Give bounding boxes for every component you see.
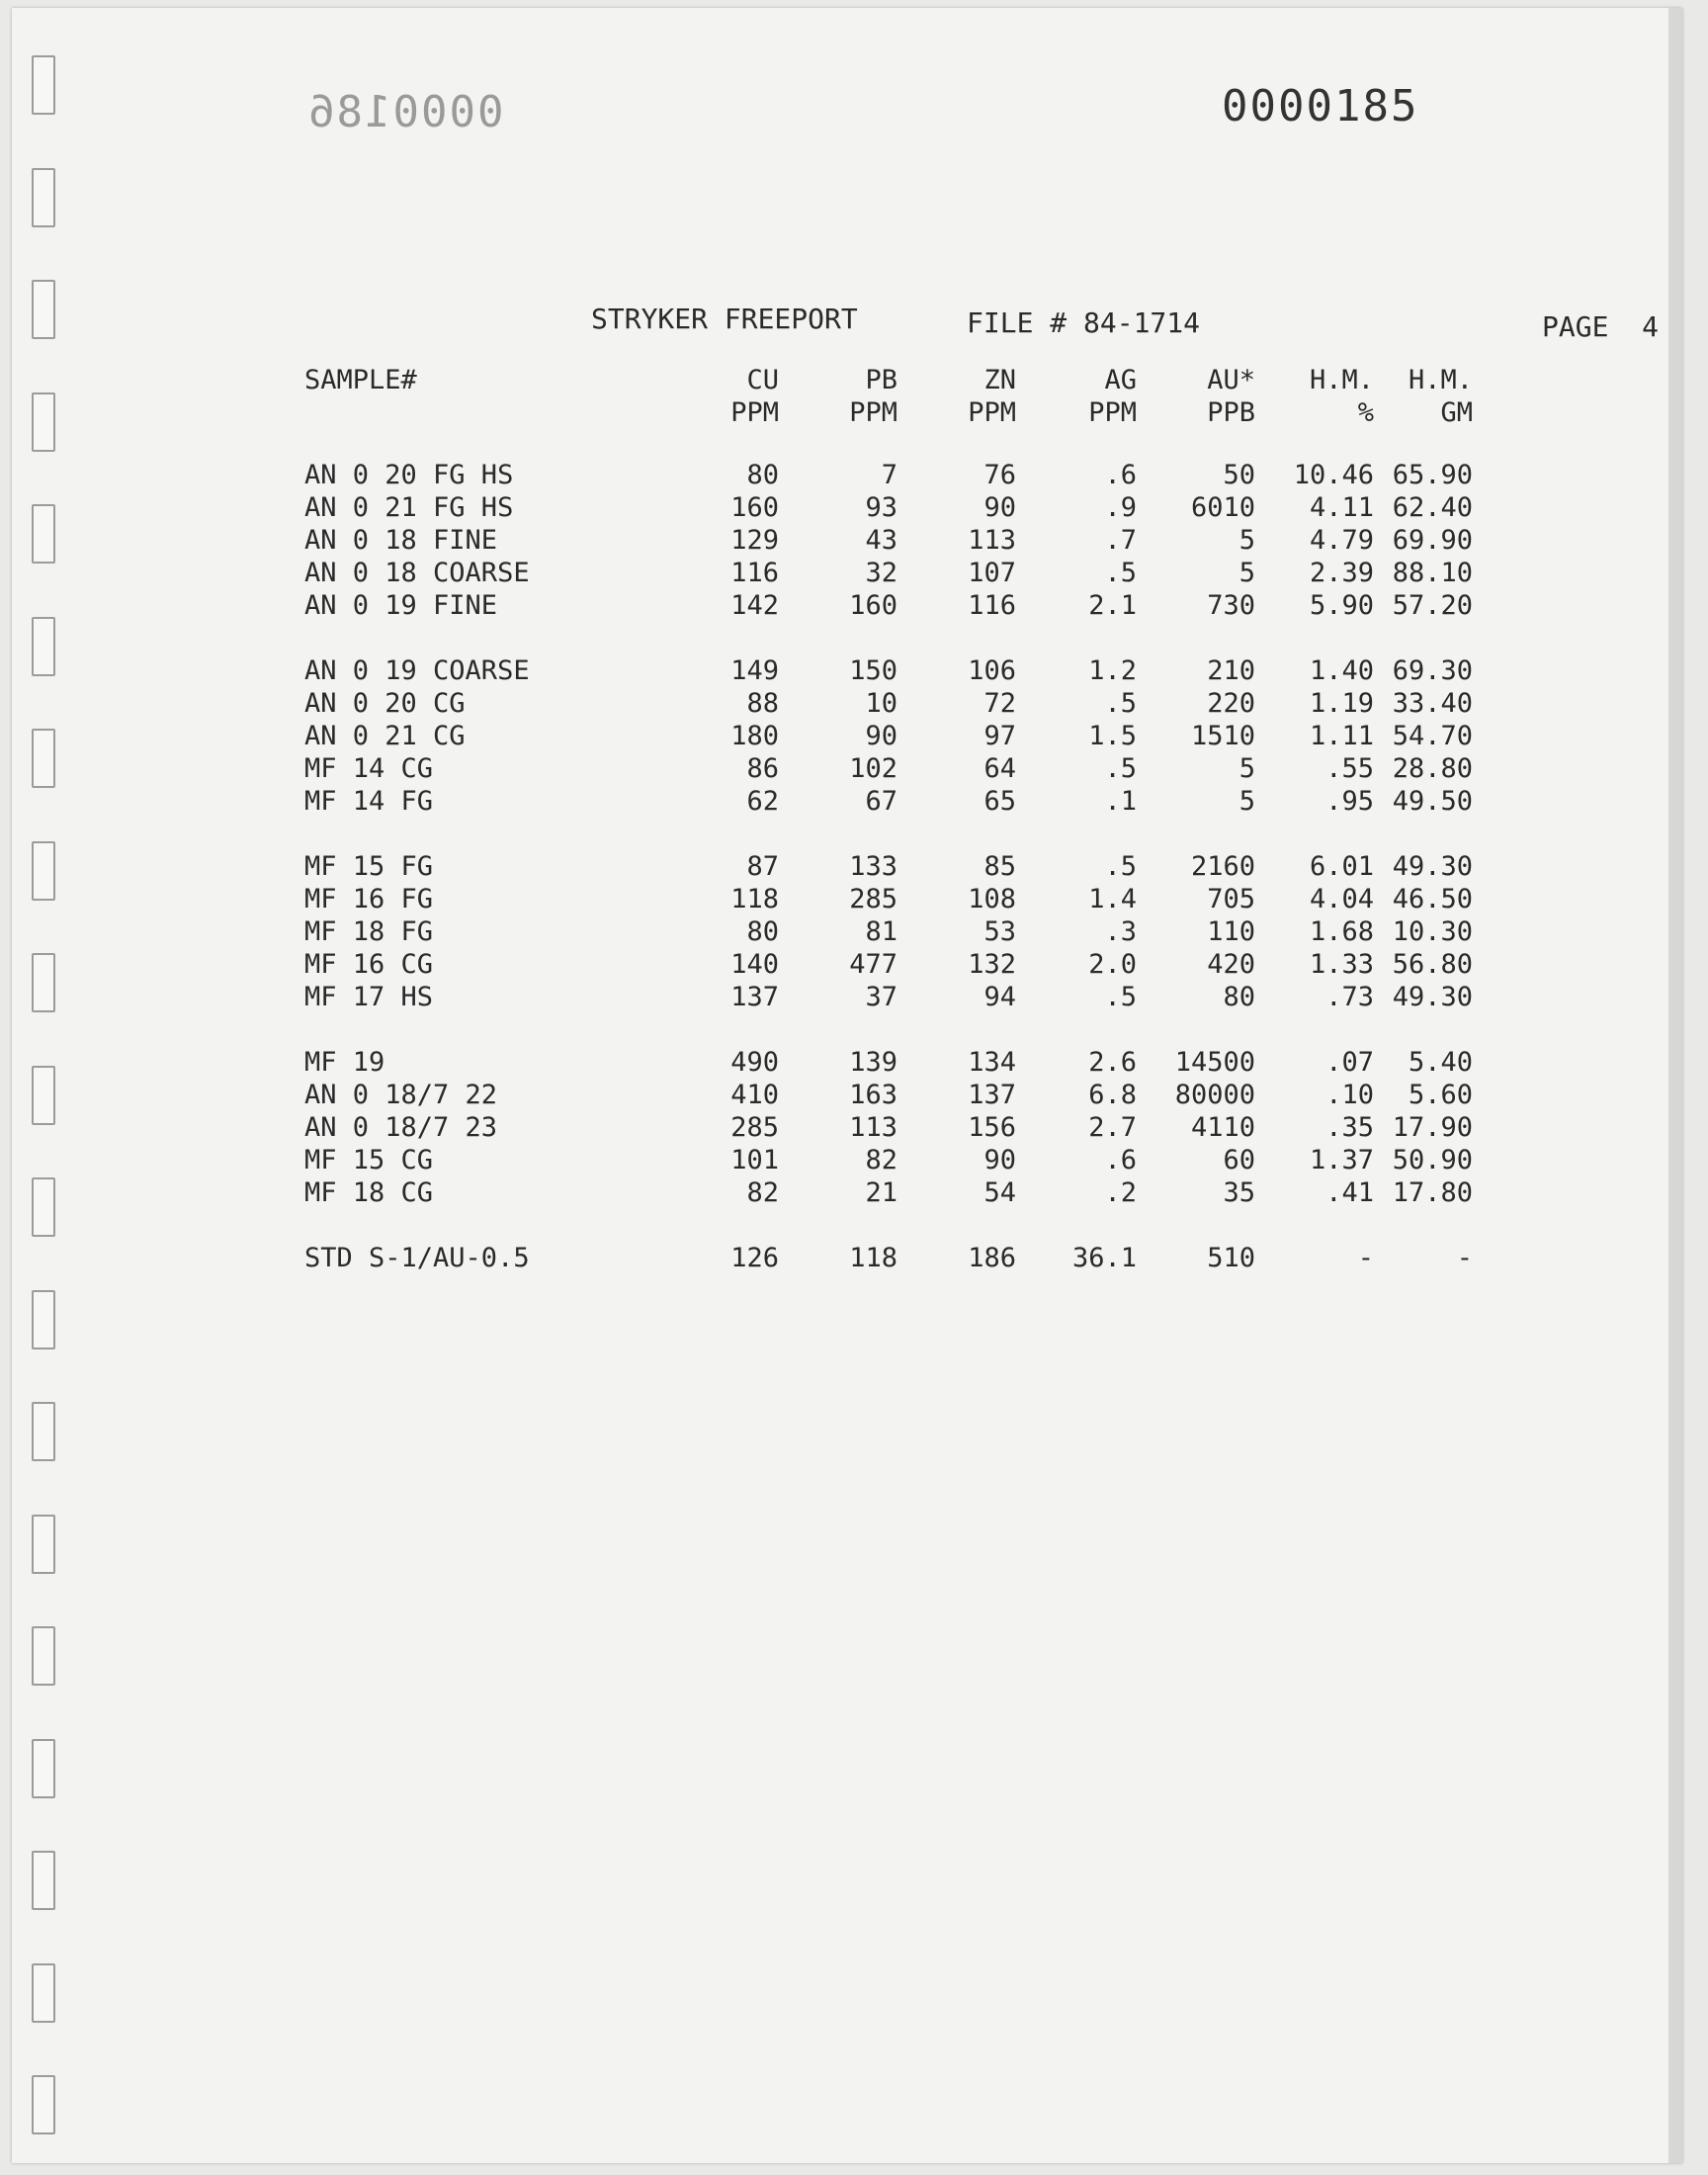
cell-cu: 88 bbox=[746, 688, 779, 719]
cell-zn: 97 bbox=[983, 721, 1016, 751]
cell-zn: 186 bbox=[968, 1243, 1016, 1273]
cell-ag: .6 bbox=[1104, 460, 1137, 490]
cell-ag: .5 bbox=[1104, 851, 1137, 882]
cell-sample: MF 18 FG bbox=[304, 916, 434, 947]
feed-hole bbox=[32, 504, 55, 564]
cell-sample: AN 0 18 FINE bbox=[304, 525, 498, 556]
feed-hole bbox=[32, 617, 55, 676]
column-unit-cu: PPM bbox=[730, 397, 779, 428]
feed-hole bbox=[32, 1402, 55, 1461]
cell-zn: 156 bbox=[968, 1112, 1016, 1143]
cell-zn: 76 bbox=[983, 460, 1016, 490]
cell-pb: 32 bbox=[865, 558, 897, 588]
feed-hole bbox=[32, 280, 55, 339]
cell-hm-gm: 17.90 bbox=[1392, 1112, 1473, 1143]
cell-sample: AN 0 20 CG bbox=[304, 688, 466, 719]
feed-hole bbox=[32, 1066, 55, 1125]
cell-hm-gm: 65.90 bbox=[1392, 460, 1473, 490]
cell-zn: 108 bbox=[968, 884, 1016, 914]
cell-au: 80000 bbox=[1174, 1080, 1255, 1110]
table-row bbox=[304, 524, 1473, 557]
cell-hm-percent: 2.39 bbox=[1309, 558, 1374, 588]
cell-sample: STD S-1/AU-0.5 bbox=[304, 1243, 530, 1273]
assay-results-table bbox=[304, 364, 1473, 1274]
column-header-hm-gm: H.M. bbox=[1408, 365, 1473, 395]
cell-cu: 82 bbox=[746, 1177, 779, 1208]
cell-cu: 142 bbox=[730, 590, 779, 621]
cell-sample: AN 0 18/7 23 bbox=[304, 1112, 498, 1143]
cell-au: 510 bbox=[1207, 1243, 1255, 1273]
feed-hole bbox=[32, 2075, 55, 2134]
cell-hm-percent: 10.46 bbox=[1293, 460, 1374, 490]
cell-pb: 102 bbox=[849, 753, 897, 784]
column-header-zn: ZN bbox=[983, 365, 1016, 395]
cell-au: 2160 bbox=[1190, 851, 1255, 882]
cell-ag: 36.1 bbox=[1071, 1243, 1137, 1273]
cell-sample: MF 16 CG bbox=[304, 949, 434, 980]
cell-ag: 1.4 bbox=[1088, 884, 1137, 914]
feed-hole bbox=[32, 841, 55, 901]
cell-pb: 118 bbox=[849, 1243, 897, 1273]
cell-ag: .2 bbox=[1104, 1177, 1137, 1208]
cell-pb: 150 bbox=[849, 655, 897, 686]
cell-ag: 2.7 bbox=[1088, 1112, 1137, 1143]
cell-au: 5 bbox=[1238, 786, 1255, 817]
cell-au: 220 bbox=[1207, 688, 1255, 719]
cell-zn: 90 bbox=[983, 1145, 1016, 1175]
cell-pb: 67 bbox=[865, 786, 897, 817]
cell-cu: 129 bbox=[730, 525, 779, 556]
feed-hole bbox=[32, 1515, 55, 1574]
cell-sample: AN 0 21 CG bbox=[304, 721, 466, 751]
table-row bbox=[304, 1079, 1473, 1111]
cell-zn: 65 bbox=[983, 786, 1016, 817]
cell-au: 14500 bbox=[1174, 1047, 1255, 1078]
column-header-sample: SAMPLE# bbox=[304, 365, 417, 395]
cell-sample: MF 19 bbox=[304, 1047, 385, 1078]
cell-sample: AN 0 20 FG HS bbox=[304, 460, 514, 490]
file-number: FILE # 84-1714 bbox=[967, 306, 1201, 339]
cell-zn: 134 bbox=[968, 1047, 1016, 1078]
cell-hm-gm: 49.30 bbox=[1392, 982, 1473, 1012]
cell-hm-percent: .35 bbox=[1325, 1112, 1374, 1143]
cell-sample: MF 14 CG bbox=[304, 753, 434, 784]
cell-zn: 137 bbox=[968, 1080, 1016, 1110]
cell-cu: 118 bbox=[730, 884, 779, 914]
cell-ag: .5 bbox=[1104, 982, 1137, 1012]
cell-pb: 477 bbox=[849, 949, 897, 980]
cell-zn: 106 bbox=[968, 655, 1016, 686]
cell-au: 60 bbox=[1223, 1145, 1255, 1175]
cell-au: 730 bbox=[1207, 590, 1255, 621]
cell-hm-percent: 4.04 bbox=[1309, 884, 1374, 914]
cell-pb: 139 bbox=[849, 1047, 897, 1078]
cell-au: 110 bbox=[1207, 916, 1255, 947]
cell-pb: 113 bbox=[849, 1112, 897, 1143]
cell-sample: MF 15 FG bbox=[304, 851, 434, 882]
sheet-edge bbox=[1668, 8, 1682, 2163]
table-row bbox=[304, 752, 1473, 785]
table-row bbox=[304, 687, 1473, 720]
feed-hole bbox=[32, 1626, 55, 1686]
feed-hole bbox=[32, 1851, 55, 1910]
cell-pb: 133 bbox=[849, 851, 897, 882]
cell-pb: 93 bbox=[865, 492, 897, 523]
cell-hm-gm: 49.30 bbox=[1392, 851, 1473, 882]
cell-hm-percent: - bbox=[1357, 1243, 1374, 1273]
feed-hole bbox=[32, 55, 55, 115]
cell-pb: 285 bbox=[849, 884, 897, 914]
cell-au: 5 bbox=[1238, 525, 1255, 556]
feed-hole bbox=[32, 168, 55, 227]
cell-au: 50 bbox=[1223, 460, 1255, 490]
cell-ag: 2.1 bbox=[1088, 590, 1137, 621]
cell-hm-gm: 62.40 bbox=[1392, 492, 1473, 523]
cell-zn: 113 bbox=[968, 525, 1016, 556]
cell-cu: 126 bbox=[730, 1243, 779, 1273]
cell-ag: .1 bbox=[1104, 786, 1137, 817]
table-row bbox=[304, 459, 1473, 491]
column-header-hm-percent: H.M. bbox=[1309, 365, 1374, 395]
cell-hm-percent: .95 bbox=[1325, 786, 1374, 817]
cell-hm-percent: .10 bbox=[1325, 1080, 1374, 1110]
cell-hm-gm: 10.30 bbox=[1392, 916, 1473, 947]
cell-hm-gm: 28.80 bbox=[1392, 753, 1473, 784]
cell-zn: 54 bbox=[983, 1177, 1016, 1208]
cell-hm-gm: 49.50 bbox=[1392, 786, 1473, 817]
table-row bbox=[304, 491, 1473, 524]
cell-ag: 2.0 bbox=[1088, 949, 1137, 980]
cell-ag: .3 bbox=[1104, 916, 1137, 947]
cell-pb: 160 bbox=[849, 590, 897, 621]
cell-cu: 490 bbox=[730, 1047, 779, 1078]
cell-ag: 1.2 bbox=[1088, 655, 1137, 686]
cell-hm-gm: 5.40 bbox=[1408, 1047, 1473, 1078]
feed-hole bbox=[32, 1739, 55, 1798]
column-unit-ag: PPM bbox=[1088, 397, 1137, 428]
cell-hm-percent: .73 bbox=[1325, 982, 1374, 1012]
cell-ag: .5 bbox=[1104, 753, 1137, 784]
cell-sample: MF 18 CG bbox=[304, 1177, 434, 1208]
printout-sheet bbox=[12, 8, 1682, 2163]
feed-hole bbox=[32, 1177, 55, 1237]
cell-au: 210 bbox=[1207, 655, 1255, 686]
cell-cu: 149 bbox=[730, 655, 779, 686]
feed-hole bbox=[32, 392, 55, 452]
cell-hm-percent: 1.19 bbox=[1309, 688, 1374, 719]
cell-cu: 285 bbox=[730, 1112, 779, 1143]
column-unit-hm-percent: % bbox=[1357, 397, 1374, 428]
cell-pb: 7 bbox=[881, 460, 897, 490]
cell-hm-percent: 1.68 bbox=[1309, 916, 1374, 947]
cell-sample: MF 17 HS bbox=[304, 982, 434, 1012]
page-number: PAGE 4 bbox=[1542, 310, 1660, 343]
cell-hm-gm: 50.90 bbox=[1392, 1145, 1473, 1175]
cell-zn: 85 bbox=[983, 851, 1016, 882]
cell-cu: 62 bbox=[746, 786, 779, 817]
table-row bbox=[304, 883, 1473, 915]
cell-sample: AN 0 19 COARSE bbox=[304, 655, 530, 686]
column-header-ag: AG bbox=[1104, 365, 1137, 395]
column-unit-hm-gm: GM bbox=[1440, 397, 1473, 428]
cell-cu: 80 bbox=[746, 916, 779, 947]
cell-cu: 86 bbox=[746, 753, 779, 784]
feed-hole bbox=[32, 1290, 55, 1349]
cell-cu: 87 bbox=[746, 851, 779, 882]
cell-zn: 107 bbox=[968, 558, 1016, 588]
document-stamp-number: 0000185 bbox=[1222, 81, 1419, 131]
bleed-through-stamp-number: 0000186 bbox=[306, 87, 504, 137]
group-spacer bbox=[304, 1209, 1473, 1242]
cell-zn: 132 bbox=[968, 949, 1016, 980]
cell-au: 4110 bbox=[1190, 1112, 1255, 1143]
cell-zn: 90 bbox=[983, 492, 1016, 523]
column-header-cu: CU bbox=[746, 365, 779, 395]
cell-sample: AN 0 18/7 22 bbox=[304, 1080, 498, 1110]
cell-au: 35 bbox=[1223, 1177, 1255, 1208]
column-unit-sample bbox=[304, 396, 680, 429]
cell-sample: MF 14 FG bbox=[304, 786, 434, 817]
table-row bbox=[304, 1176, 1473, 1209]
table-row bbox=[304, 915, 1473, 948]
table-row bbox=[304, 589, 1473, 622]
cell-pb: 21 bbox=[865, 1177, 897, 1208]
table-row bbox=[304, 1144, 1473, 1176]
cell-au: 5 bbox=[1238, 558, 1255, 588]
cell-hm-gm: 69.30 bbox=[1392, 655, 1473, 686]
cell-zn: 94 bbox=[983, 982, 1016, 1012]
cell-pb: 81 bbox=[865, 916, 897, 947]
cell-sample: AN 0 21 FG HS bbox=[304, 492, 514, 523]
table-body bbox=[304, 459, 1473, 1274]
column-unit-zn: PPM bbox=[968, 397, 1016, 428]
cell-hm-gm: 56.80 bbox=[1392, 949, 1473, 980]
header-row-2 bbox=[304, 396, 1473, 429]
table-row bbox=[304, 785, 1473, 818]
report-title: STRYKER FREEPORT bbox=[591, 303, 858, 335]
cell-hm-percent: .07 bbox=[1325, 1047, 1374, 1078]
cell-cu: 137 bbox=[730, 982, 779, 1012]
feed-hole bbox=[32, 953, 55, 1012]
cell-zn: 64 bbox=[983, 753, 1016, 784]
cell-ag: .5 bbox=[1104, 688, 1137, 719]
cell-hm-percent: 6.01 bbox=[1309, 851, 1374, 882]
cell-cu: 116 bbox=[730, 558, 779, 588]
cell-hm-gm: 5.60 bbox=[1408, 1080, 1473, 1110]
table-row bbox=[304, 654, 1473, 687]
cell-pb: 43 bbox=[865, 525, 897, 556]
cell-hm-percent: 1.40 bbox=[1309, 655, 1374, 686]
cell-au: 5 bbox=[1238, 753, 1255, 784]
cell-au: 6010 bbox=[1190, 492, 1255, 523]
cell-au: 420 bbox=[1207, 949, 1255, 980]
cell-au: 705 bbox=[1207, 884, 1255, 914]
table-row bbox=[304, 1111, 1473, 1144]
cell-hm-gm: 69.90 bbox=[1392, 525, 1473, 556]
table-header bbox=[304, 364, 1473, 459]
cell-sample: MF 16 FG bbox=[304, 884, 434, 914]
column-unit-au: PPB bbox=[1207, 397, 1255, 428]
cell-zn: 116 bbox=[968, 590, 1016, 621]
cell-ag: .6 bbox=[1104, 1145, 1137, 1175]
cell-hm-gm: 17.80 bbox=[1392, 1177, 1473, 1208]
table-row bbox=[304, 1242, 1473, 1274]
cell-zn: 72 bbox=[983, 688, 1016, 719]
cell-pb: 37 bbox=[865, 982, 897, 1012]
cell-ag: 2.6 bbox=[1088, 1047, 1137, 1078]
cell-pb: 82 bbox=[865, 1145, 897, 1175]
cell-cu: 160 bbox=[730, 492, 779, 523]
cell-ag: .7 bbox=[1104, 525, 1137, 556]
column-unit-pb: PPM bbox=[849, 397, 897, 428]
cell-cu: 410 bbox=[730, 1080, 779, 1110]
group-spacer bbox=[304, 818, 1473, 850]
cell-ag: 6.8 bbox=[1088, 1080, 1137, 1110]
cell-hm-percent: 4.11 bbox=[1309, 492, 1374, 523]
cell-hm-gm: 33.40 bbox=[1392, 688, 1473, 719]
cell-hm-percent: 1.37 bbox=[1309, 1145, 1374, 1175]
cell-zn: 53 bbox=[983, 916, 1016, 947]
cell-hm-percent: 1.11 bbox=[1309, 721, 1374, 751]
table-row bbox=[304, 1046, 1473, 1079]
cell-hm-percent: .41 bbox=[1325, 1177, 1374, 1208]
cell-ag: .5 bbox=[1104, 558, 1137, 588]
cell-ag: .9 bbox=[1104, 492, 1137, 523]
cell-cu: 180 bbox=[730, 721, 779, 751]
column-header-pb: PB bbox=[865, 365, 897, 395]
cell-hm-percent: 1.33 bbox=[1309, 949, 1374, 980]
cell-au: 80 bbox=[1223, 982, 1255, 1012]
table-row bbox=[304, 720, 1473, 752]
cell-pb: 10 bbox=[865, 688, 897, 719]
cell-hm-percent: 5.90 bbox=[1309, 590, 1374, 621]
cell-cu: 140 bbox=[730, 949, 779, 980]
cell-au: 1510 bbox=[1190, 721, 1255, 751]
cell-hm-gm: 88.10 bbox=[1392, 558, 1473, 588]
feed-hole bbox=[32, 729, 55, 788]
cell-hm-percent: .55 bbox=[1325, 753, 1374, 784]
cell-sample: MF 15 CG bbox=[304, 1145, 434, 1175]
header-spacer bbox=[304, 429, 1473, 459]
cell-pb: 163 bbox=[849, 1080, 897, 1110]
cell-ag: 1.5 bbox=[1088, 721, 1137, 751]
cell-cu: 101 bbox=[730, 1145, 779, 1175]
feed-hole bbox=[32, 1963, 55, 2023]
group-spacer bbox=[304, 622, 1473, 654]
table-row bbox=[304, 948, 1473, 981]
table-row bbox=[304, 981, 1473, 1013]
cell-hm-gm: 46.50 bbox=[1392, 884, 1473, 914]
cell-sample: AN 0 18 COARSE bbox=[304, 558, 530, 588]
cell-hm-gm: 54.70 bbox=[1392, 721, 1473, 751]
column-header-au: AU* bbox=[1207, 365, 1255, 395]
table-row bbox=[304, 557, 1473, 589]
table-row bbox=[304, 850, 1473, 883]
cell-cu: 80 bbox=[746, 460, 779, 490]
cell-hm-gm: 57.20 bbox=[1392, 590, 1473, 621]
header-row-1 bbox=[304, 364, 1473, 396]
cell-hm-gm: - bbox=[1456, 1243, 1473, 1273]
cell-pb: 90 bbox=[865, 721, 897, 751]
group-spacer bbox=[304, 1013, 1473, 1046]
cell-hm-percent: 4.79 bbox=[1309, 525, 1374, 556]
cell-sample: AN 0 19 FINE bbox=[304, 590, 498, 621]
